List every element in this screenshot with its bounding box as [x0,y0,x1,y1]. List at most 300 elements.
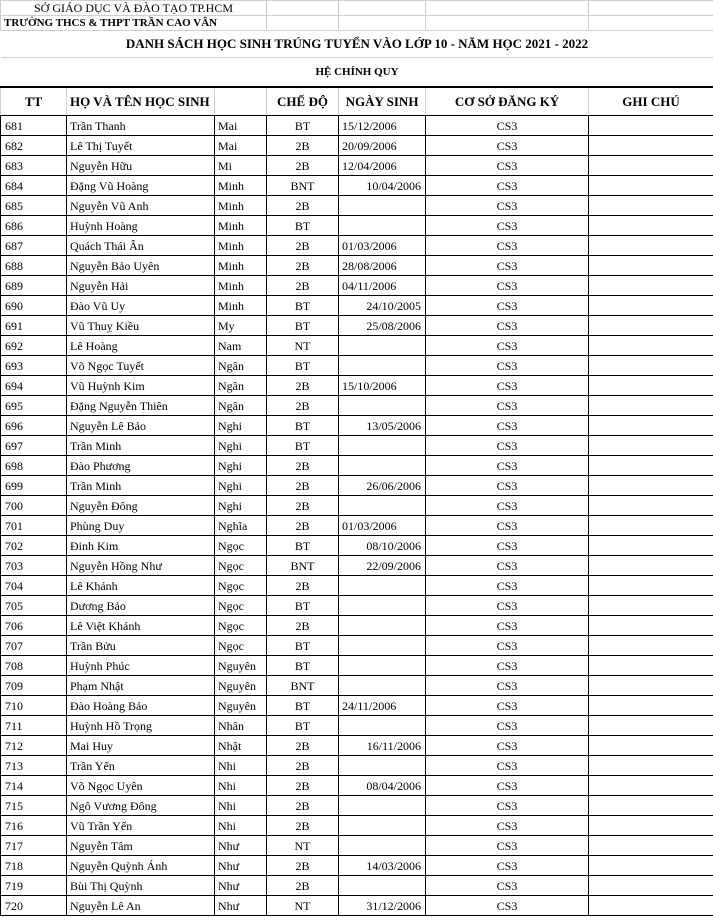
regime-cell: BT [267,696,339,716]
student-last-name: Dương Bảo [67,596,215,616]
note-cell [589,176,713,196]
note-cell [589,636,713,656]
regime-cell: 2B [267,456,339,476]
regime-cell: BNT [267,556,339,576]
table-header [1,87,713,116]
regime-cell: BT [267,436,339,456]
note-cell [589,356,713,376]
row-number: 703 [1,556,67,576]
regime-cell: 2B [267,816,339,836]
dob-cell: 15/12/2006 [339,116,426,136]
dob-cell [339,596,426,616]
campus-cell: CS3 [426,856,589,876]
student-last-name: Nguyễn Lê An [67,896,215,916]
dob-cell: 16/11/2006 [339,736,426,756]
regime-cell: BT [267,656,339,676]
student-last-name: Vũ Thuỵ Kiều [67,316,215,336]
dob-cell: 10/04/2006 [339,176,426,196]
row-number: 710 [1,696,67,716]
campus-cell: CS3 [426,736,589,756]
student-first-name: Ngọc [215,536,267,556]
note-cell [589,296,713,316]
dob-cell: 26/06/2006 [339,476,426,496]
dob-cell: 24/10/2005 [339,296,426,316]
student-first-name: Như [215,836,267,856]
campus-cell: CS3 [426,536,589,556]
row-number: 702 [1,536,67,556]
student-last-name: Trần Yến [67,756,215,776]
student-first-name: Nguyên [215,696,267,716]
student-first-name: Nghi [215,456,267,476]
student-first-name: Ngân [215,356,267,376]
regime-cell: BT [267,716,339,736]
dob-cell: 24/11/2006 [339,696,426,716]
table-row [1,216,713,236]
table-row [1,596,713,616]
row-number: 717 [1,836,67,856]
regime-cell: BT [267,416,339,436]
campus-cell: CS3 [426,676,589,696]
student-last-name: Lê Thị Tuyết [67,136,215,156]
regime-cell: BNT [267,676,339,696]
note-cell [589,156,713,176]
regime-cell: 2B [267,256,339,276]
campus-cell: CS3 [426,776,589,796]
row-number: 691 [1,316,67,336]
dob-cell [339,216,426,236]
campus-cell: CS3 [426,816,589,836]
note-cell [589,696,713,716]
note-cell [589,856,713,876]
regime-cell: 2B [267,516,339,536]
table-row [1,696,713,716]
col-note-header: GHI CHÚ [589,87,713,116]
table-row [1,476,713,496]
table-row [1,876,713,896]
dob-cell [339,576,426,596]
row-number: 706 [1,616,67,636]
regime-cell: BT [267,296,339,316]
student-last-name: Nguyễn Vũ Anh [67,196,215,216]
campus-cell: CS3 [426,476,589,496]
row-number: 704 [1,576,67,596]
row-number: 681 [1,116,67,136]
note-cell [589,476,713,496]
dob-cell [339,756,426,776]
student-first-name: Ngân [215,396,267,416]
note-cell [589,896,713,916]
row-number: 712 [1,736,67,756]
dob-cell: 08/04/2006 [339,776,426,796]
student-first-name: Minh [215,276,267,296]
regime-cell: BT [267,636,339,656]
student-last-name: Vũ Trần Yến [67,816,215,836]
student-last-name: Đặng Nguyễn Thiên [67,396,215,416]
student-first-name: Ngân [215,376,267,396]
row-number: 713 [1,756,67,776]
student-first-name: Nhi [215,756,267,776]
campus-cell: CS3 [426,396,589,416]
note-cell [589,816,713,836]
note-cell [589,776,713,796]
campus-cell: CS3 [426,656,589,676]
table-row [1,896,713,916]
dob-cell: 25/08/2006 [339,316,426,336]
student-last-name: Võ Ngọc Tuyết [67,356,215,376]
campus-cell: CS3 [426,276,589,296]
student-last-name: Phạm Nhật [67,676,215,696]
table-row [1,336,713,356]
campus-cell: CS3 [426,376,589,396]
campus-cell: CS3 [426,696,589,716]
page-subtitle: HỆ CHÍNH QUY [1,58,713,88]
row-number: 686 [1,216,67,236]
student-first-name: Nhi [215,796,267,816]
campus-cell: CS3 [426,436,589,456]
student-last-name: Nguyễn Quỳnh Ánh [67,856,215,876]
dob-cell: 22/09/2006 [339,556,426,576]
student-last-name: Trần Minh [67,436,215,456]
regime-cell: 2B [267,736,339,756]
regime-cell: 2B [267,856,339,876]
row-number: 684 [1,176,67,196]
page-title: DANH SÁCH HỌC SINH TRÚNG TUYỂN VÀO LỚP 10 - NĂM HỌC 2021 - 2022 [1,31,713,58]
student-last-name: Nguyễn Hải [67,276,215,296]
student-last-name: Trần Bửu [67,636,215,656]
row-number: 709 [1,676,67,696]
table-row [1,496,713,516]
note-cell [589,376,713,396]
note-cell [589,736,713,756]
regime-cell: 2B [267,196,339,216]
student-first-name: Nghĩa [215,516,267,536]
note-cell [589,876,713,896]
col-campus-header: CƠ SỞ ĐĂNG KÝ [426,87,589,116]
student-last-name: Đặng Vũ Hoàng [67,176,215,196]
campus-cell: CS3 [426,236,589,256]
table-row [1,436,713,456]
student-first-name: My [215,316,267,336]
note-cell [589,796,713,816]
student-first-name: Minh [215,216,267,236]
table-row [1,536,713,556]
student-first-name: Ngọc [215,636,267,656]
school-name: TRƯỜNG THCS & THPT TRẦN CAO VÂN [1,16,267,31]
note-cell [589,276,713,296]
row-number: 716 [1,816,67,836]
row-number: 711 [1,716,67,736]
student-first-name: Minh [215,176,267,196]
campus-cell: CS3 [426,176,589,196]
row-number: 687 [1,236,67,256]
note-cell [589,616,713,636]
student-first-name: Nguyên [215,676,267,696]
dob-cell [339,656,426,676]
student-last-name: Trần Minh [67,476,215,496]
note-cell [589,716,713,736]
note-cell [589,536,713,556]
table-row [1,756,713,776]
student-first-name: Nghi [215,476,267,496]
regime-cell: NT [267,836,339,856]
campus-cell: CS3 [426,216,589,236]
student-first-name: Minh [215,256,267,276]
campus-cell: CS3 [426,756,589,776]
row-number: 719 [1,876,67,896]
campus-cell: CS3 [426,836,589,856]
campus-cell: CS3 [426,896,589,916]
table-row [1,456,713,476]
dob-cell: 13/05/2006 [339,416,426,436]
student-first-name: Minh [215,236,267,256]
regime-cell: 2B [267,796,339,816]
student-first-name: Nhi [215,776,267,796]
student-last-name: Đào Vũ Uy [67,296,215,316]
row-number: 696 [1,416,67,436]
student-first-name: Như [215,876,267,896]
dob-cell [339,436,426,456]
row-number: 714 [1,776,67,796]
regime-cell: BNT [267,176,339,196]
table-row [1,356,713,376]
regime-cell: 2B [267,156,339,176]
row-number: 715 [1,796,67,816]
student-first-name: Ngọc [215,556,267,576]
table-row [1,736,713,756]
student-first-name: Mai [215,116,267,136]
dob-cell [339,196,426,216]
row-number: 700 [1,496,67,516]
student-last-name: Huỳnh Hoàng [67,216,215,236]
campus-cell: CS3 [426,156,589,176]
note-cell [589,556,713,576]
regime-cell: BT [267,596,339,616]
table-row [1,396,713,416]
regime-cell: 2B [267,876,339,896]
student-first-name: Nam [215,336,267,356]
row-number: 699 [1,476,67,496]
col-tt-header: TT [1,87,67,116]
dob-cell: 04/11/2006 [339,276,426,296]
student-last-name: Huỳnh Hồ Trọng [67,716,215,736]
student-last-name: Huỳnh Phúc [67,656,215,676]
col-dob-header: NGÀY SINH [339,87,426,116]
student-first-name: Ngọc [215,616,267,636]
dob-cell: 12/04/2006 [339,156,426,176]
col-regime-header: CHẾ ĐỘ [267,87,339,116]
student-last-name: Lê Hoàng [67,336,215,356]
table-row [1,556,713,576]
dob-cell [339,356,426,376]
student-last-name: Đào Phương [67,456,215,476]
dob-cell [339,616,426,636]
student-first-name: Nhân [215,716,267,736]
campus-cell: CS3 [426,336,589,356]
regime-cell: 2B [267,236,339,256]
dob-cell [339,816,426,836]
dob-cell: 31/12/2006 [339,896,426,916]
col-name-header: HỌ VÀ TÊN HỌC SINH [67,87,215,116]
student-first-name: Mi [215,156,267,176]
note-cell [589,596,713,616]
note-cell [589,396,713,416]
student-first-name: Ngọc [215,576,267,596]
row-number: 705 [1,596,67,616]
dob-cell [339,836,426,856]
student-last-name: Nguyễn Tâm [67,836,215,856]
regime-cell: 2B [267,496,339,516]
dob-cell: 01/03/2006 [339,516,426,536]
regime-cell: BT [267,116,339,136]
table-row [1,316,713,336]
row-number: 693 [1,356,67,376]
row-number: 694 [1,376,67,396]
regime-cell: NT [267,896,339,916]
student-first-name: Nguyên [215,656,267,676]
table-row [1,676,713,696]
table-row [1,656,713,676]
student-last-name: Trần Thanh [67,116,215,136]
table-row [1,416,713,436]
regime-cell: 2B [267,376,339,396]
regime-cell: 2B [267,136,339,156]
student-last-name: Vũ Huỳnh Kim [67,376,215,396]
student-last-name: Nguyễn Bảo Uyên [67,256,215,276]
student-last-name: Võ Ngọc Uyên [67,776,215,796]
dob-cell [339,336,426,356]
student-last-name: Đinh Kim [67,536,215,556]
student-first-name: Ngọc [215,596,267,616]
note-cell [589,496,713,516]
row-number: 701 [1,516,67,536]
dob-cell [339,796,426,816]
table-row [1,376,713,396]
student-first-name: Nghi [215,496,267,516]
table-row [1,156,713,176]
campus-cell: CS3 [426,356,589,376]
student-last-name: Ngô Vương Đông [67,796,215,816]
student-first-name: Nghi [215,436,267,456]
campus-cell: CS3 [426,116,589,136]
student-first-name: Mai [215,136,267,156]
row-number: 683 [1,156,67,176]
student-first-name: Nhi [215,816,267,836]
campus-cell: CS3 [426,876,589,896]
note-cell [589,256,713,276]
table-row [1,616,713,636]
regime-cell: 2B [267,396,339,416]
row-number: 689 [1,276,67,296]
row-number: 708 [1,656,67,676]
student-first-name: Nhật [215,736,267,756]
student-last-name: Lê Việt Khánh [67,616,215,636]
dob-cell [339,876,426,896]
note-cell [589,136,713,156]
row-number: 692 [1,336,67,356]
row-number: 688 [1,256,67,276]
row-number: 682 [1,136,67,156]
student-first-name: Như [215,896,267,916]
table-row [1,236,713,256]
student-last-name: Quách Thái Ân [67,236,215,256]
campus-cell: CS3 [426,576,589,596]
table-row [1,256,713,276]
student-last-name: Bùi Thị Quỳnh [67,876,215,896]
table-row [1,196,713,216]
dob-cell [339,396,426,416]
note-cell [589,436,713,456]
student-first-name: Như [215,856,267,876]
table-row [1,576,713,596]
dob-cell [339,636,426,656]
note-cell [589,576,713,596]
dob-cell: 14/03/2006 [339,856,426,876]
regime-cell: 2B [267,476,339,496]
table-row [1,816,713,836]
row-number: 707 [1,636,67,656]
campus-cell: CS3 [426,796,589,816]
regime-cell: 2B [267,576,339,596]
note-cell [589,456,713,476]
note-cell [589,416,713,436]
regime-cell: 2B [267,756,339,776]
dob-cell [339,456,426,476]
table-row [1,836,713,856]
campus-cell: CS3 [426,456,589,476]
note-cell [589,516,713,536]
campus-cell: CS3 [426,496,589,516]
table-row [1,116,713,136]
student-last-name: Mai Huy [67,736,215,756]
note-cell [589,316,713,336]
campus-cell: CS3 [426,416,589,436]
regime-cell: NT [267,336,339,356]
dob-cell: 28/08/2006 [339,256,426,276]
regime-cell: BT [267,536,339,556]
table-row [1,296,713,316]
campus-cell: CS3 [426,636,589,656]
note-cell [589,656,713,676]
student-first-name: Nghi [215,416,267,436]
note-cell [589,336,713,356]
campus-cell: CS3 [426,316,589,336]
row-number: 718 [1,856,67,876]
campus-cell: CS3 [426,196,589,216]
dob-cell [339,716,426,736]
note-cell [589,196,713,216]
note-cell [589,236,713,256]
student-last-name: Nguyễn Hữu [67,156,215,176]
table-row [1,176,713,196]
campus-cell: CS3 [426,136,589,156]
campus-cell: CS3 [426,716,589,736]
dob-cell: 15/10/2006 [339,376,426,396]
regime-cell: BT [267,216,339,236]
note-cell [589,756,713,776]
regime-cell: 2B [267,616,339,636]
student-last-name: Lê Khánh [67,576,215,596]
regime-cell: 2B [267,276,339,296]
row-number: 698 [1,456,67,476]
department-name: SỞ GIÁO DỤC VÀ ĐÀO TẠO TP.HCM [1,1,267,16]
table-row [1,136,713,156]
row-number: 695 [1,396,67,416]
table-row [1,776,713,796]
campus-cell: CS3 [426,256,589,276]
note-cell [589,836,713,856]
campus-cell: CS3 [426,596,589,616]
campus-cell: CS3 [426,296,589,316]
